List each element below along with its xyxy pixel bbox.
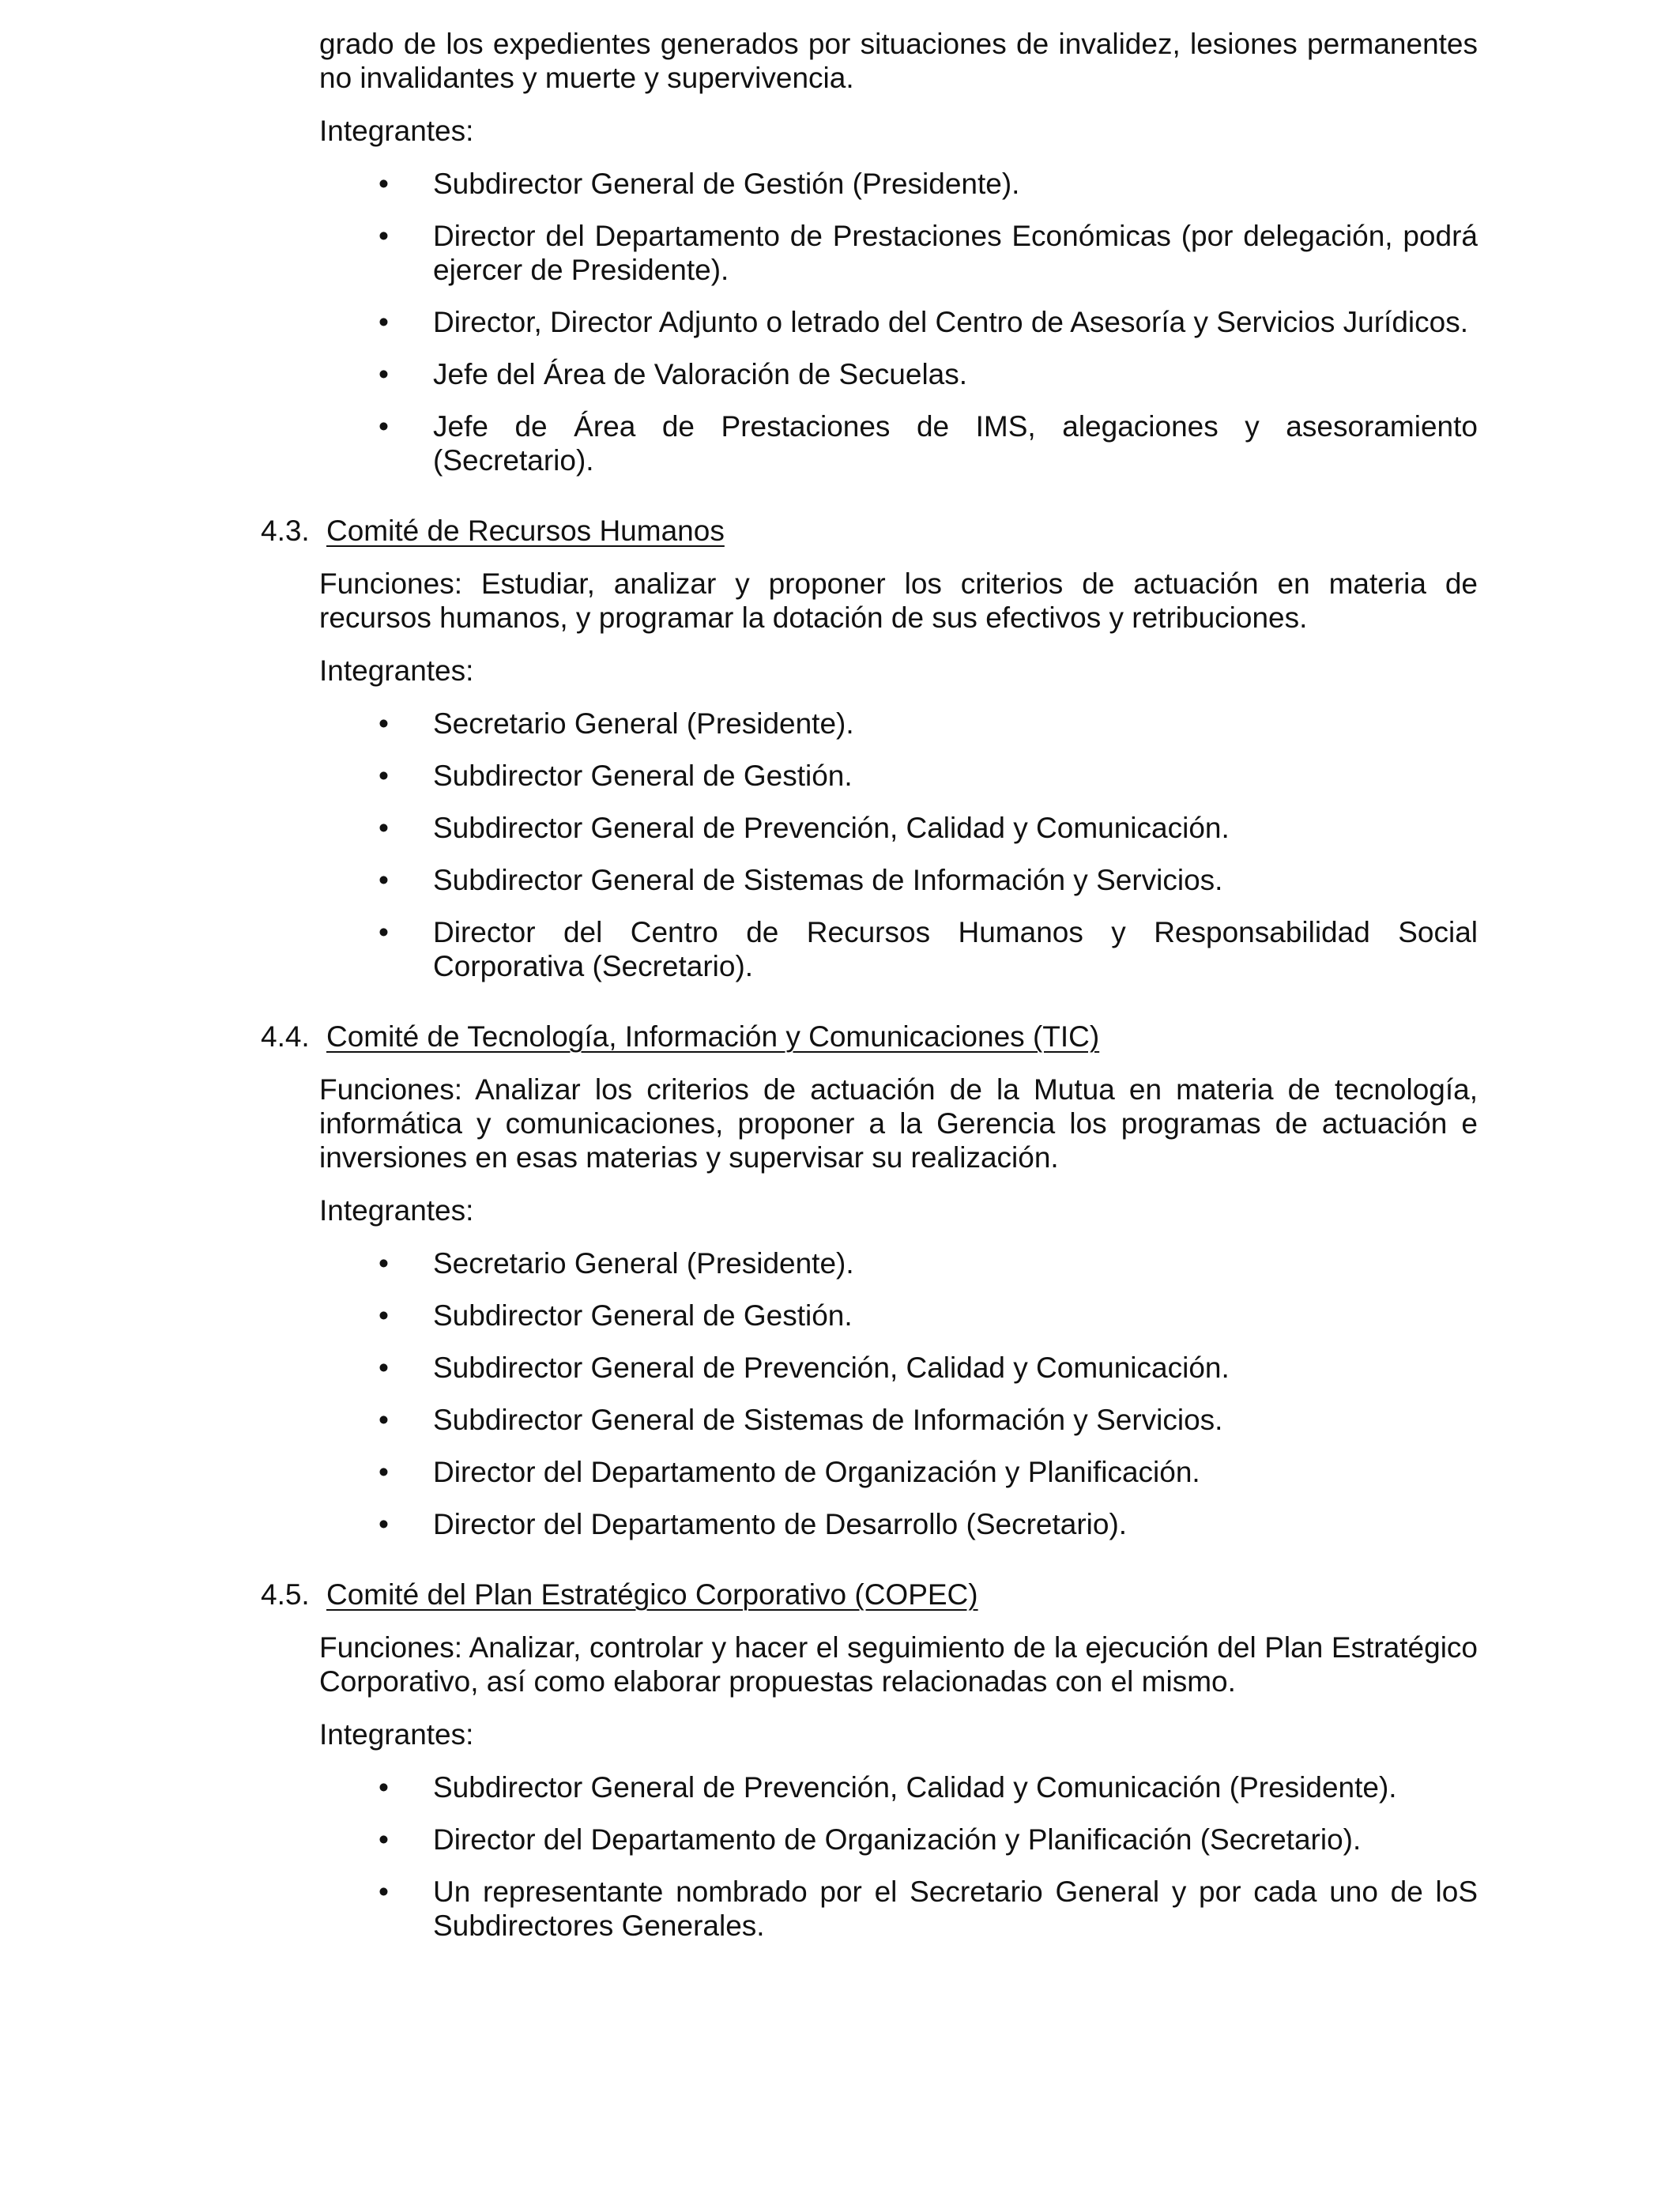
member-text: Subdirector General de Gestión.: [433, 760, 853, 792]
members-list: [319, 1770, 1478, 1943]
section-number: 4.4.: [261, 1020, 310, 1053]
bullet-icon: •: [379, 812, 389, 844]
members-label: Integrantes:: [319, 1718, 474, 1751]
section-4-4: [0, 1020, 1680, 1541]
section-number: 4.5.: [261, 1578, 310, 1611]
list-item: [319, 1875, 1478, 1943]
bullet-icon: •: [379, 760, 389, 792]
section-body: [319, 567, 1478, 983]
member-text: Director del Departamento de Desarrollo (Secretario).: [433, 1508, 1128, 1540]
list-item: [319, 811, 1478, 845]
members-label: Integrantes:: [319, 1194, 474, 1227]
section-4-3: [0, 514, 1680, 983]
list-item: [319, 1403, 1478, 1437]
list-item: [319, 915, 1478, 983]
member-text: Director, Director Adjunto o letrado del Centro de Asesoría y Servicios Jurídicos.: [433, 306, 1468, 338]
list-item: [319, 357, 1478, 391]
member-text: Subdirector General de Prevención, Calidad y Comunicación (Presidente).: [433, 1771, 1397, 1804]
list-item: [319, 409, 1478, 477]
list-item: [319, 219, 1478, 287]
members-label: Integrantes:: [319, 654, 474, 687]
member-text: Subdirector General de Prevención, Calidad y Comunicación.: [433, 1351, 1230, 1384]
member-text: Jefe de Área de Prestaciones de IMS, alegaciones y asesoramiento (Secretario).: [433, 410, 1478, 477]
bullet-icon: •: [379, 1508, 389, 1540]
section-heading: [261, 1020, 1680, 1054]
bullet-icon: •: [379, 1456, 389, 1488]
bullet-icon: •: [379, 1823, 389, 1856]
section-body: [319, 1072, 1478, 1541]
bullet-icon: •: [379, 916, 389, 948]
list-item: [319, 1299, 1478, 1333]
member-text: Secretario General (Presidente).: [433, 1247, 854, 1280]
bullet-icon: •: [379, 220, 389, 252]
bullet-icon: •: [379, 1875, 389, 1908]
bullet-icon: •: [379, 1771, 389, 1804]
list-item: [319, 1770, 1478, 1804]
list-item: [319, 863, 1478, 897]
list-item: [319, 167, 1478, 201]
functions-paragraph: Funciones: Estudiar, analizar y proponer los criterios de actuación en materia de recursos humanos, y programar la dotación de sus efectivos y retribuciones.: [319, 567, 1478, 634]
section-title: Comité de Recursos Humanos: [326, 515, 725, 547]
list-item: [319, 1823, 1478, 1857]
member-text: Jefe del Área de Valoración de Secuelas.: [433, 358, 968, 390]
list-item: [319, 1351, 1478, 1385]
intro-paragraph: grado de los expedientes generados por situaciones de invalidez, lesiones permanentes no invalidantes y muerte y supervivencia.: [319, 28, 1478, 94]
section-heading: [261, 514, 1680, 548]
member-text: Subdirector General de Gestión (Presidente).: [433, 168, 1020, 200]
bullet-icon: •: [379, 306, 389, 338]
section-title: Comité del Plan Estratégico Corporativo (COPEC): [326, 1578, 978, 1611]
bullet-icon: •: [379, 410, 389, 443]
list-item: [319, 1246, 1478, 1280]
list-item: [319, 1507, 1478, 1541]
functions-paragraph: Funciones: Analizar los criterios de actuación de la Mutua en materia de tecnología, informática y comunicaciones, proponer a la Gerencia los programas de actuación e inversiones en esas materias y supervisar su realización.: [319, 1073, 1478, 1174]
section-title: Comité de Tecnología, Información y Comunicaciones (TIC): [326, 1020, 1100, 1053]
bullet-icon: •: [379, 1351, 389, 1384]
list-item: [319, 305, 1478, 339]
bullet-icon: •: [379, 864, 389, 896]
members-label: Integrantes:: [319, 115, 474, 147]
members-list: [319, 1246, 1478, 1541]
bullet-icon: •: [379, 707, 389, 740]
member-text: Director del Centro de Recursos Humanos y Responsabilidad Social Corporativa (Secretario).: [433, 916, 1478, 982]
members-list: [319, 167, 1478, 477]
list-item: [319, 1455, 1478, 1489]
bullet-icon: •: [379, 168, 389, 200]
bullet-icon: •: [379, 1299, 389, 1332]
member-text: Secretario General (Presidente).: [433, 707, 854, 740]
member-text: Subdirector General de Gestión.: [433, 1299, 853, 1332]
bullet-icon: •: [379, 1247, 389, 1280]
members-list: [319, 707, 1478, 983]
functions-paragraph: Funciones: Analizar, controlar y hacer el seguimiento de la ejecución del Plan Estratégico Corporativo, así como elaborar propuestas relacionadas con el mismo.: [319, 1631, 1478, 1698]
member-text: Director del Departamento de Prestaciones Económicas (por delegación, podrá ejercer de Presidente).: [433, 220, 1478, 286]
member-text: Subdirector General de Prevención, Calidad y Comunicación.: [433, 812, 1230, 844]
list-item: [319, 707, 1478, 741]
member-text: Subdirector General de Sistemas de Información y Servicios.: [433, 864, 1223, 896]
member-text: Subdirector General de Sistemas de Información y Servicios.: [433, 1404, 1223, 1436]
section-body: [319, 1630, 1478, 1943]
section-number: 4.3.: [261, 515, 310, 547]
list-item: [319, 759, 1478, 793]
bullet-icon: •: [379, 358, 389, 390]
intro-block: [319, 27, 1478, 477]
member-text: Director del Departamento de Organización y Planificación.: [433, 1456, 1200, 1488]
section-heading: [261, 1578, 1680, 1612]
member-text: Director del Departamento de Organización y Planificación (Secretario).: [433, 1823, 1362, 1856]
section-4-5: [0, 1578, 1680, 1943]
bullet-icon: •: [379, 1404, 389, 1436]
member-text: Un representante nombrado por el Secretario General y por cada uno de loS Subdirectores Generales.: [433, 1875, 1478, 1942]
page-content: [0, 27, 1680, 1961]
